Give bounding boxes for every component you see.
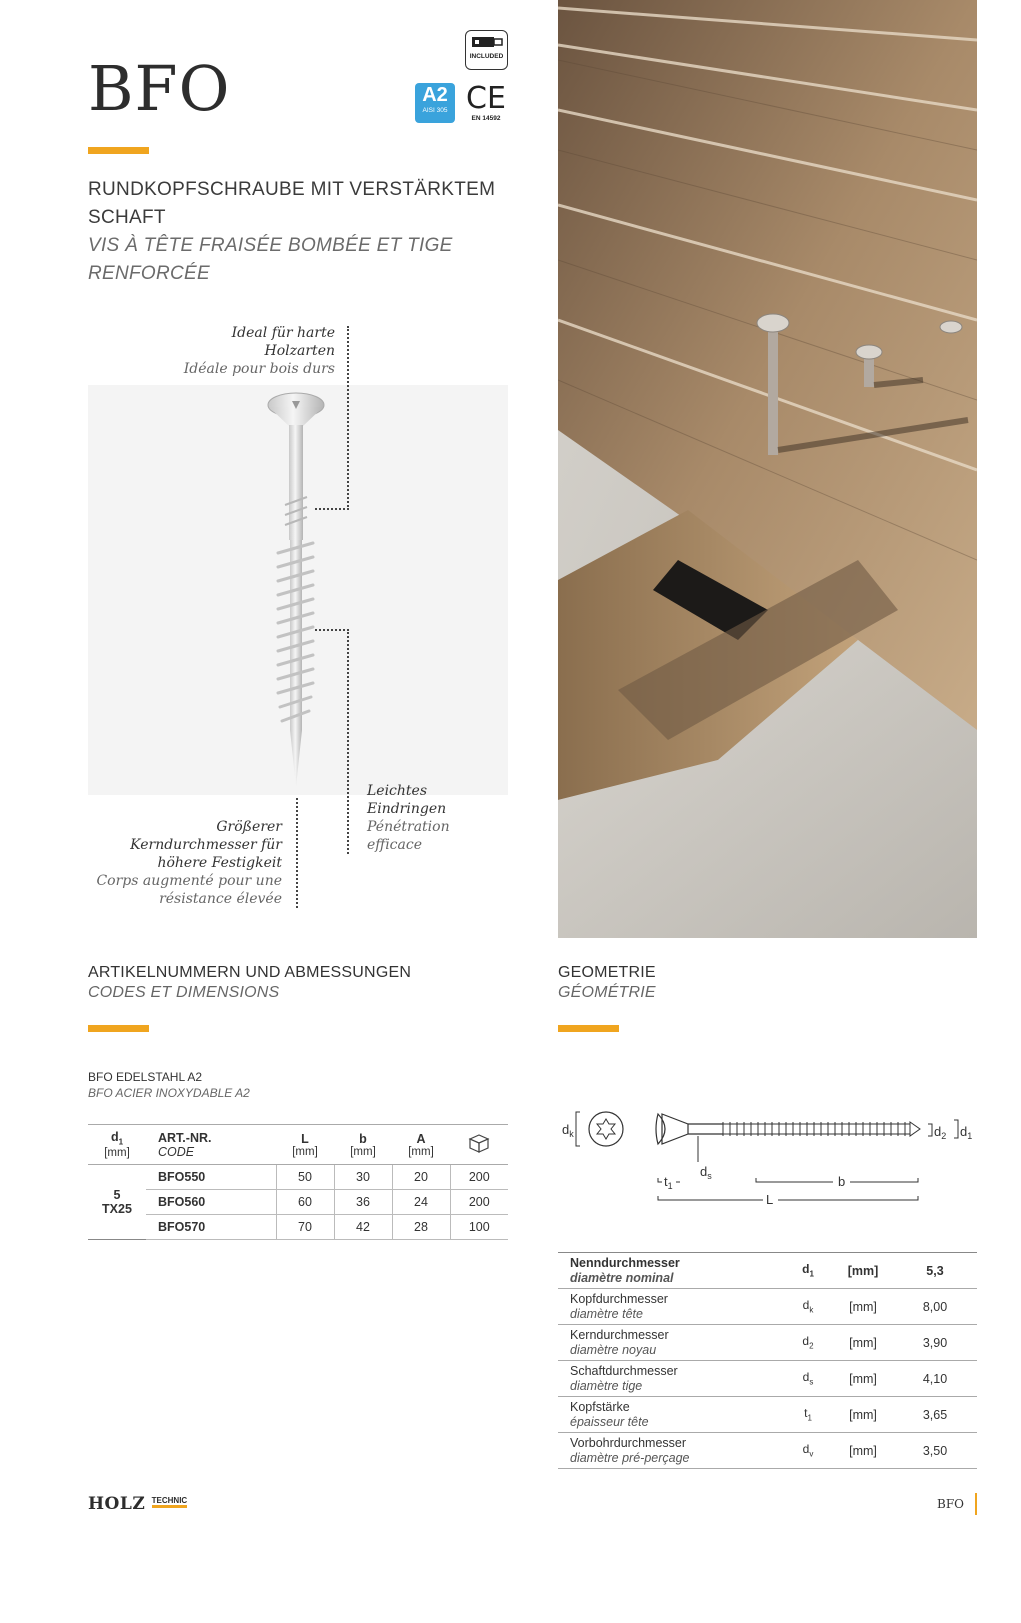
table-row (558, 1361, 977, 1397)
geo-name-cell (558, 1433, 783, 1469)
geo-name-cell (558, 1289, 783, 1325)
callout-core-de-2: Kerndurchmesser für (130, 837, 282, 853)
b-cell: 30 (334, 1165, 392, 1190)
geo-symbol: d (802, 1298, 810, 1313)
codes-table-title (88, 1069, 250, 1101)
geo-value-cell: 3,50 (893, 1433, 977, 1469)
footer-page-name: BFO (937, 1497, 964, 1511)
label-L: L (766, 1192, 774, 1207)
A-cell: 20 (392, 1165, 450, 1190)
screw-product-image (88, 385, 508, 795)
a2-label: A2 (422, 84, 448, 106)
callout-core-diameter (78, 818, 282, 908)
header-d1-sub: 1 (118, 1137, 124, 1147)
subtitle-fr-line2: RENFORCÉE (88, 263, 210, 284)
geo-name-de: Vorbohrdurchmesser (570, 1435, 687, 1450)
subtitle-fr-line1: VIS À TÊTE FRAISÉE BOMBÉE ET TIGE (88, 235, 453, 256)
geometry-table (558, 1252, 977, 1469)
codes-heading-de: ARTIKELNUMMERN UND ABMESSUNGEN (88, 964, 412, 981)
callout-hard-wood (150, 324, 335, 378)
callout-line-hard-wood (315, 326, 349, 510)
ce-mark: CE (466, 81, 506, 116)
d1-cell (88, 1165, 146, 1240)
subtitle-de-line1: RUNDKOPFSCHRAUBE MIT VERSTÄRKTEM (88, 179, 496, 200)
A-cell: 28 (392, 1215, 450, 1240)
certification-badges (410, 30, 510, 125)
geo-symbol-sub: 1 (807, 1413, 812, 1423)
header-A-unit: [mm] (408, 1145, 434, 1158)
label-dk: $d_k$ (562, 1122, 574, 1139)
header-b (334, 1125, 392, 1165)
screw-technical-drawing (558, 1100, 988, 1220)
pieces-cell: 200 (450, 1190, 508, 1215)
geo-symbol-cell (783, 1289, 833, 1325)
geo-unit-cell: [mm] (833, 1325, 893, 1361)
header-d1 (88, 1125, 146, 1165)
callout-core-fr-2: résistance élevée (159, 891, 282, 907)
logo-sub: TECHNIC (152, 1496, 188, 1508)
geo-value-cell: 4,10 (893, 1361, 977, 1397)
header-L-unit: [mm] (292, 1145, 318, 1158)
geo-name-de: Kopfstärke (570, 1399, 630, 1414)
b-cell: 42 (334, 1215, 392, 1240)
geo-symbol-sub: 2 (809, 1341, 814, 1351)
header-A (392, 1125, 450, 1165)
geo-symbol-cell (783, 1325, 833, 1361)
geo-name-fr: diamètre nominal (570, 1270, 674, 1285)
geo-name-fr: diamètre pré-perçage (570, 1450, 690, 1465)
header-A-label: A (416, 1131, 426, 1146)
header-code-fr: CODE (158, 1144, 195, 1159)
table-row (88, 1215, 508, 1240)
geo-symbol-sub: 1 (809, 1269, 814, 1279)
accent-bar (558, 1025, 619, 1032)
callout-core-de-3: höhere Festigkeit (157, 855, 282, 871)
geo-name-cell (558, 1397, 783, 1433)
geo-unit-cell: [mm] (833, 1289, 893, 1325)
table-row (558, 1433, 977, 1469)
callout-hard-wood-fr: Idéale pour bois durs (183, 361, 335, 377)
norm-label: EN 14592 (471, 115, 501, 122)
pieces-cell: 100 (450, 1215, 508, 1240)
geometry-heading (558, 963, 656, 1003)
table-row (558, 1397, 977, 1433)
package-box-icon (468, 1133, 490, 1153)
table-row (558, 1253, 977, 1289)
callout-hard-wood-de-2: Holzarten (264, 343, 335, 359)
callout-line-penetration (315, 629, 349, 854)
geo-symbol-sub: v (809, 1449, 814, 1459)
geo-symbol: d (802, 1442, 810, 1457)
header-code-de: ART.-NR. (158, 1130, 212, 1145)
d1-value: 5 (113, 1188, 121, 1202)
logo-main: HOLZ (88, 1494, 146, 1514)
geo-symbol-cell (783, 1253, 833, 1289)
callout-penetration-de-1: Leichtes (367, 783, 428, 799)
L-cell: 70 (276, 1215, 334, 1240)
geo-unit-cell: [mm] (833, 1433, 893, 1469)
screw-illustration (88, 385, 508, 795)
table-row (558, 1325, 977, 1361)
bit-included-badge (465, 30, 508, 70)
codes-table-header (88, 1125, 508, 1165)
ce-badge (465, 83, 507, 125)
table-row (88, 1165, 508, 1190)
geo-name-de: Schaftdurchmesser (570, 1363, 678, 1378)
header-d1-symbol: d (110, 1130, 119, 1145)
geo-name-fr: diamètre tête (570, 1306, 643, 1321)
aisi-label: AISI 305 (422, 107, 448, 114)
geo-unit-cell: [mm] (833, 1397, 893, 1433)
geo-value-cell: 5,3 (893, 1253, 977, 1289)
drive-type: TX25 (102, 1202, 132, 1216)
decking-illustration (558, 0, 977, 938)
table-row (558, 1289, 977, 1325)
label-t1: $t_1$ (664, 1174, 673, 1191)
callout-hard-wood-de-1: Ideal für harte (231, 325, 335, 341)
included-label: INCLUDED (469, 53, 504, 60)
geo-name-cell (558, 1361, 783, 1397)
a2-badge (415, 83, 455, 123)
geo-name-de: Nenndurchmesser (570, 1255, 680, 1270)
geo-symbol: t (804, 1406, 808, 1421)
callout-core-de-1: Größerer (216, 819, 282, 835)
code-cell: BFO560 (146, 1190, 276, 1215)
accent-bar (88, 1025, 149, 1032)
callout-penetration-de-2: Eindringen (367, 801, 447, 817)
code-cell: BFO550 (146, 1165, 276, 1190)
header-L (276, 1125, 334, 1165)
b-cell: 36 (334, 1190, 392, 1215)
geo-unit-cell: [mm] (833, 1253, 893, 1289)
geo-symbol: d (802, 1334, 810, 1349)
codes-table (88, 1124, 508, 1240)
pieces-cell: 200 (450, 1165, 508, 1190)
header-code (146, 1125, 276, 1165)
callout-core-fr-1: Corps augmenté pour une (96, 873, 282, 889)
geo-name-de: Kopfdurchmesser (570, 1291, 668, 1306)
callout-line-core (296, 798, 298, 908)
subtitle-de-line2: SCHAFT (88, 207, 166, 228)
product-subtitle (88, 176, 528, 288)
A-cell: 24 (392, 1190, 450, 1215)
header-L-label: L (301, 1131, 309, 1146)
geo-name-fr: épaisseur tête (570, 1414, 649, 1429)
geo-value-cell: 3,65 (893, 1397, 977, 1433)
header-pieces (450, 1125, 508, 1165)
codes-table-title-fr: BFO ACIER INOXYDABLE A2 (88, 1086, 250, 1100)
label-d2: $d_2$ (934, 1124, 947, 1141)
holz-technic-logo (88, 1494, 187, 1514)
codes-heading (88, 963, 411, 1003)
geo-name-fr: diamètre tige (570, 1378, 643, 1393)
L-cell: 60 (276, 1190, 334, 1215)
geo-symbol-sub: s (809, 1377, 814, 1387)
callout-penetration-fr-1: Pénétration (367, 819, 450, 835)
geometry-heading-de: GEOMETRIE (558, 964, 656, 981)
geo-symbol: d (802, 1370, 810, 1385)
geo-symbol-cell (783, 1397, 833, 1433)
geo-value-cell: 3,90 (893, 1325, 977, 1361)
geo-symbol-cell (783, 1433, 833, 1469)
codes-heading-fr: CODES ET DIMENSIONS (88, 984, 280, 1001)
label-ds: $d_s$ (700, 1164, 712, 1181)
footer-accent-bar (975, 1493, 977, 1515)
geometry-heading-fr: GÉOMÉTRIE (558, 984, 656, 1001)
code-cell: BFO570 (146, 1215, 276, 1240)
header-d1-unit: [mm] (104, 1146, 130, 1159)
decking-photo (558, 0, 977, 938)
geo-unit-cell: [mm] (833, 1361, 893, 1397)
geo-name-cell (558, 1253, 783, 1289)
header-b-label: b (359, 1131, 367, 1146)
header-b-unit: [mm] (350, 1145, 376, 1158)
page-title: BFO (88, 52, 231, 125)
geometry-drawing (558, 1100, 988, 1220)
geo-name-fr: diamètre noyau (570, 1342, 657, 1357)
geo-symbol-cell (783, 1361, 833, 1397)
screwdriver-bit-icon (471, 35, 503, 49)
label-b: b (838, 1174, 846, 1189)
callout-penetration (367, 782, 507, 854)
geo-symbol: d (802, 1262, 810, 1277)
accent-bar (88, 147, 149, 154)
geo-name-de: Kerndurchmesser (570, 1327, 669, 1342)
table-row (88, 1190, 508, 1215)
geo-name-cell (558, 1325, 783, 1361)
codes-table-title-de: BFO EDELSTAHL A2 (88, 1070, 203, 1084)
label-d1: $d_1$ (960, 1124, 973, 1141)
L-cell: 50 (276, 1165, 334, 1190)
geo-value-cell: 8,00 (893, 1289, 977, 1325)
geo-symbol-sub: k (809, 1305, 814, 1315)
callout-penetration-fr-2: efficace (367, 837, 422, 853)
